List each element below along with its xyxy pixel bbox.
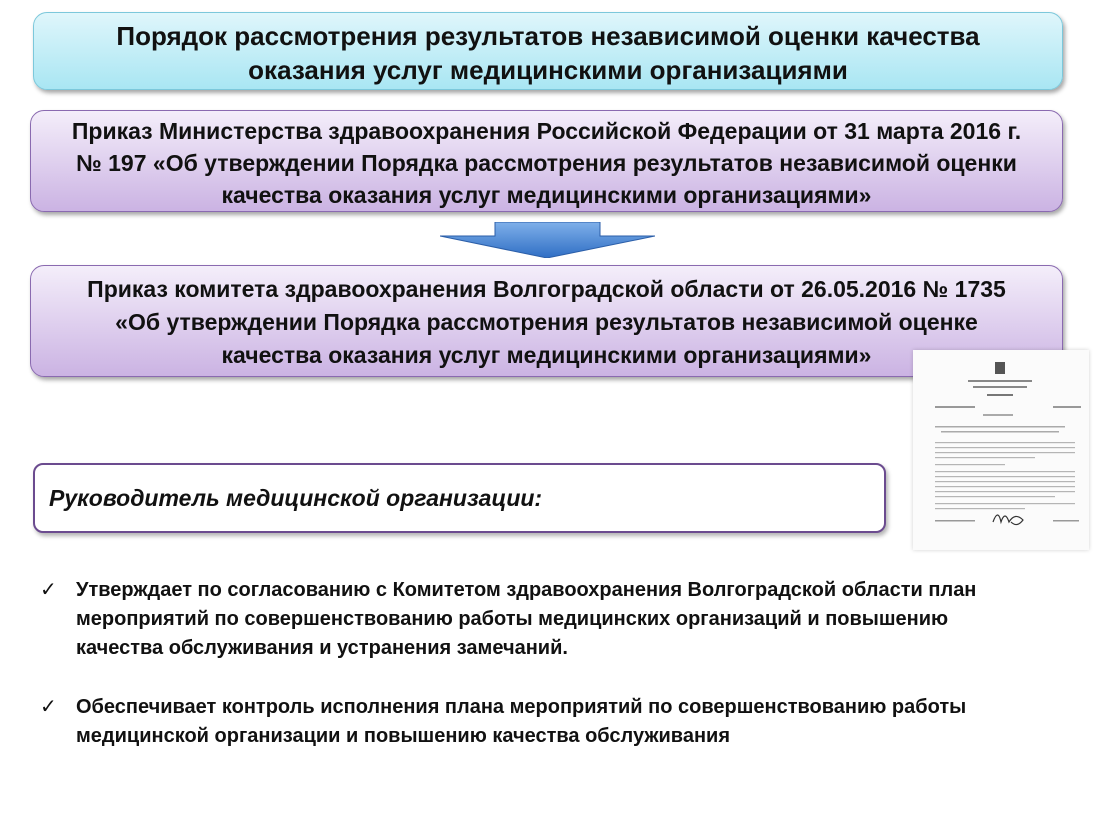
bullet-1-text (76, 576, 1060, 663)
checkmark-icon: ✓ (40, 696, 57, 718)
head-of-organization-box (33, 463, 886, 533)
title-line-1: Порядок рассмотрения результатов независимой оценки качества (116, 21, 980, 51)
regional-order-line-2: «Об утверждении Порядка рассмотрения результатов независимой оценке (115, 309, 978, 335)
down-arrow-icon (440, 222, 655, 258)
federal-order-line-2: № 197 «Об утверждении Порядка рассмотрения результатов независимой оценки (76, 150, 1017, 176)
bullet-2-line-2: медицинской организации и повышению качества обслуживания (76, 725, 730, 747)
bullet-1-line-3: качества обслуживания и устранения замечаний. (76, 637, 568, 659)
regional-order-line-1: Приказ комитета здравоохранения Волгоградской области от 26.05.2016 № 1735 (87, 276, 1006, 302)
regional-order-line-3: качества оказания услуг медицинскими организациями» (221, 342, 872, 368)
federal-order-line-1: Приказ Министерства здравоохранения Российской Федерации от 31 марта 2016 г. (71, 118, 1022, 144)
bullet-1-line-2: мероприятий по совершенствованию работы медицинских организаций и повышению (76, 608, 949, 630)
federal-order-line-3: качества оказания услуг медицинскими организациями» (221, 182, 872, 208)
bullet-1-line-1: Утверждает по согласованию с Комитетом здравоохранения Волгоградской области план (76, 579, 977, 601)
head-of-organization-title: Руководитель медицинской организации: (49, 485, 543, 511)
document-scan-graphic (913, 350, 1089, 550)
order-document-thumbnail (913, 350, 1089, 550)
title-box (33, 12, 1063, 90)
regional-order-box (30, 265, 1063, 377)
bullet-item-1 (40, 576, 1060, 663)
checkmark-icon: ✓ (40, 579, 57, 601)
title-line-2: оказания услуг медицинскими организациями (248, 55, 848, 85)
bullet-2-text (76, 693, 1060, 751)
bullet-2-line-1: Обеспечивает контроль исполнения плана мероприятий по совершенствованию работы (76, 696, 967, 718)
federal-order-box (30, 110, 1063, 212)
bullet-item-2 (40, 693, 1060, 751)
